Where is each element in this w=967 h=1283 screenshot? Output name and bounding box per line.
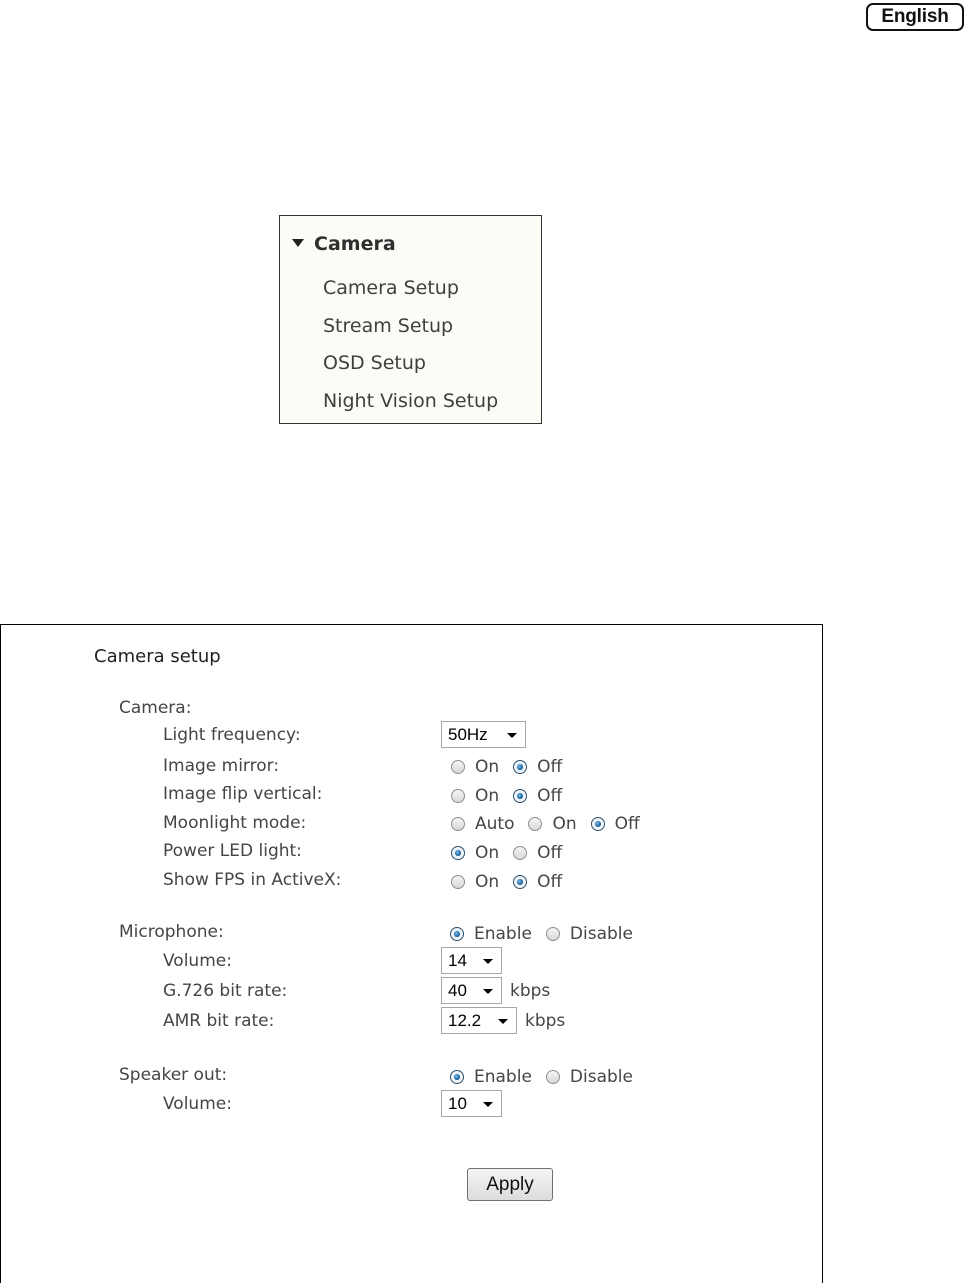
option-label: Off [614,814,640,834]
light-frequency-label: Light frequency: [163,725,301,745]
image-mirror-off-radio[interactable] [513,760,527,774]
mic-volume-value: 14 [448,950,467,970]
microphone-radio-group [450,924,647,944]
image-mirror-radio-group [451,757,576,777]
g726-bitrate-select[interactable] [441,977,502,1004]
option-label: Disable [569,924,633,944]
g726-bitrate-value: 40 [448,980,467,1000]
light-frequency-value: 50Hz [448,724,488,744]
speaker-disable-radio[interactable] [546,1070,560,1084]
menu-item-osd-setup[interactable]: OSD Setup [323,352,426,374]
menu-header-label: Camera [314,233,396,255]
moonlight-auto-radio[interactable] [451,817,465,831]
microphone-disable-radio[interactable] [546,927,560,941]
power-led-label: Power LED light: [163,841,302,861]
image-flip-off-radio[interactable] [513,789,527,803]
image-flip-label: Image flip vertical: [163,784,323,804]
amr-bitrate-label: AMR bit rate: [163,1011,275,1031]
microphone-enable-radio[interactable] [450,927,464,941]
power-led-on-radio[interactable] [451,846,465,860]
image-flip-on-radio[interactable] [451,789,465,803]
g726-unit: kbps [510,981,551,1001]
show-fps-radio-group [451,872,576,892]
amr-bitrate-select[interactable] [441,1007,517,1034]
caret-down-icon [498,1019,508,1024]
option-label: Off [537,757,563,777]
moonlight-off-radio[interactable] [591,817,605,831]
speaker-radio-group [450,1067,647,1087]
option-label: Off [537,872,563,892]
panel-title: Camera setup [94,646,221,667]
speaker-volume-value: 10 [448,1093,467,1113]
speaker-enable-radio[interactable] [450,1070,464,1084]
language-badge: English [866,3,964,31]
image-mirror-on-radio[interactable] [451,760,465,774]
caret-down-icon [483,1102,493,1107]
triangle-down-icon [292,239,304,247]
show-fps-off-radio[interactable] [513,875,527,889]
speaker-out-label: Speaker out: [119,1065,228,1085]
speaker-volume-label: Volume: [163,1094,232,1114]
menu-item-camera-setup[interactable]: Camera Setup [323,277,459,299]
amr-unit: kbps [525,1011,566,1031]
power-led-off-radio[interactable] [513,846,527,860]
amr-bitrate-value: 12.2 [448,1010,482,1030]
caret-down-icon [507,733,517,738]
option-label: Enable [474,1067,532,1087]
caret-down-icon [483,989,493,994]
apply-button[interactable]: Apply [467,1168,553,1201]
option-label: On [475,872,500,892]
light-frequency-select[interactable] [441,721,526,748]
show-fps-on-radio[interactable] [451,875,465,889]
option-label: On [552,814,577,834]
camera-menu [279,215,542,424]
menu-item-night-vision-setup[interactable]: Night Vision Setup [323,390,499,412]
menu-header-camera[interactable] [292,233,396,255]
mic-volume-label: Volume: [163,951,232,971]
option-label: Off [537,786,563,806]
moonlight-mode-label: Moonlight mode: [163,813,307,833]
camera-setup-panel [0,624,823,1283]
option-label: Auto [475,814,515,834]
option-label: On [475,786,500,806]
moonlight-on-radio[interactable] [528,817,542,831]
mic-volume-select[interactable] [441,947,502,974]
microphone-label: Microphone: [119,922,224,942]
option-label: Disable [569,1067,633,1087]
option-label: Off [537,843,563,863]
caret-down-icon [483,959,493,964]
moonlight-radio-group [451,814,654,834]
option-label: Enable [474,924,532,944]
menu-item-stream-setup[interactable]: Stream Setup [323,315,454,337]
option-label: On [475,757,500,777]
image-flip-radio-group [451,786,576,806]
option-label: On [475,843,500,863]
g726-bitrate-label: G.726 bit rate: [163,981,288,1001]
show-fps-label: Show FPS in ActiveX: [163,870,342,890]
speaker-volume-select[interactable] [441,1090,502,1117]
power-led-radio-group [451,843,576,863]
camera-section-label: Camera: [119,698,192,718]
image-mirror-label: Image mirror: [163,756,280,776]
